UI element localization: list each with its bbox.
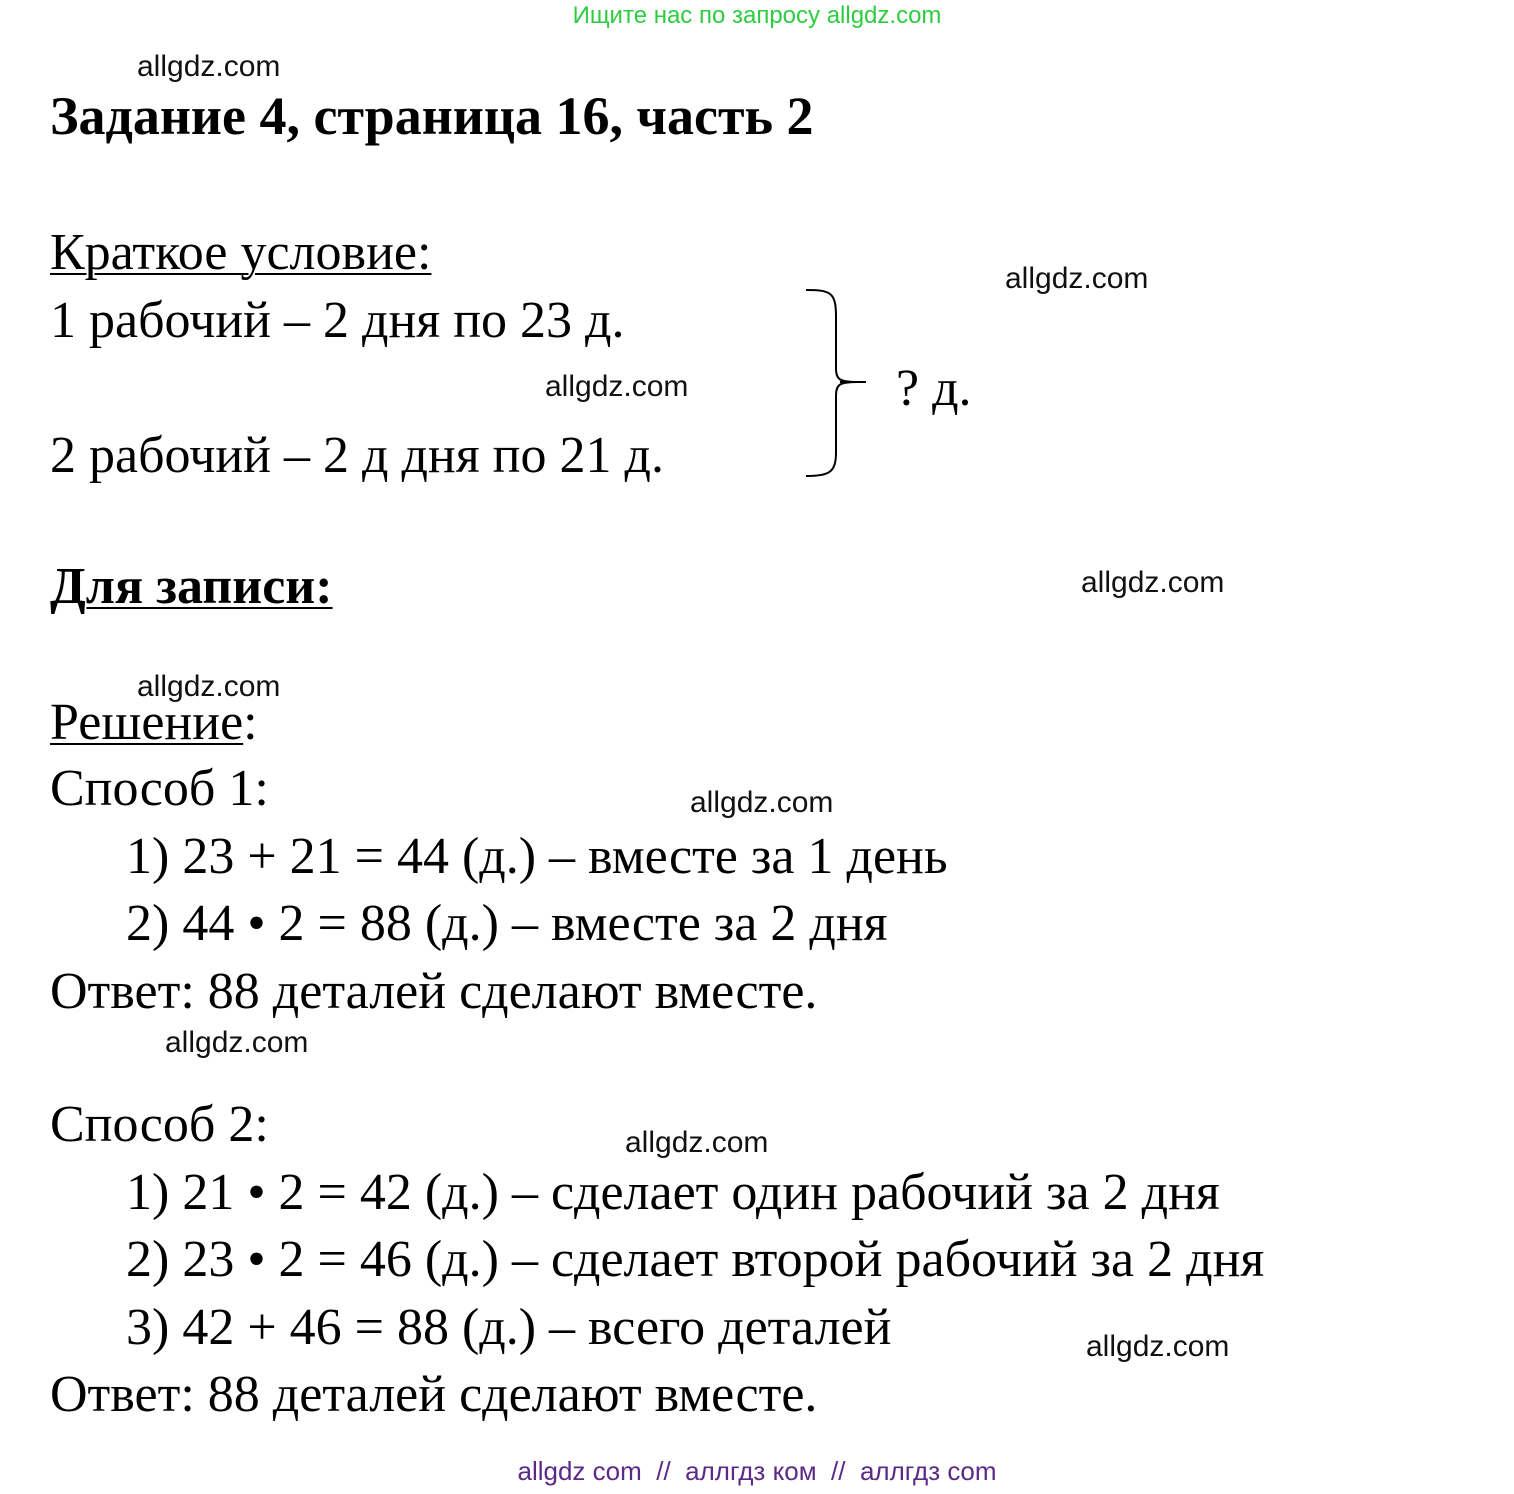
method-1-label: Способ 1:: [50, 760, 269, 817]
method-1-answer: Ответ: 88 деталей сделают вместе.: [50, 963, 818, 1020]
search-banner: Ищите нас по запросу allgdz.com: [572, 2, 942, 29]
watermark: allgdz.com: [545, 370, 689, 403]
page-title: Задание 4, страница 16, часть 2: [50, 86, 814, 146]
solution-heading-colon: :: [243, 694, 258, 751]
watermark: allgdz.com: [1081, 566, 1225, 599]
curly-brace-icon: [800, 286, 880, 486]
method-1-step-2: 2) 44 • 2 = 88 (д.) – вместе за 2 дня: [126, 895, 888, 952]
record-heading: Для записи:: [50, 558, 333, 615]
solution-heading: [50, 692, 258, 754]
watermark: allgdz.com: [1005, 262, 1149, 295]
method-2-step-2: 2) 23 • 2 = 46 (д.) – сделает второй рабочий за 2 дня: [126, 1231, 1265, 1288]
method-2-step-1: 1) 21 • 2 = 42 (д.) – сделает один рабочий за 2 дня: [126, 1164, 1220, 1221]
condition-question: ? д.: [896, 360, 972, 417]
method-1-step-1: 1) 23 + 21 = 44 (д.) – вместе за 1 день: [126, 828, 948, 885]
method-2-step-3: 3) 42 + 46 = 88 (д.) – всего деталей: [126, 1299, 892, 1356]
condition-line-2: 2 рабочий – 2 д дня по 21 д.: [50, 427, 664, 484]
watermark: allgdz.com: [690, 786, 834, 819]
condition-line-1: 1 рабочий – 2 дня по 23 д.: [50, 292, 625, 349]
watermark: allgdz.com: [165, 1026, 309, 1059]
short-condition-heading: Краткое условие:: [50, 224, 432, 281]
footer-links: [0, 1456, 1514, 1487]
footer-part: аллгдз ком: [685, 1456, 817, 1486]
footer-separator: //: [656, 1456, 671, 1486]
footer-separator: //: [831, 1456, 846, 1486]
watermark: allgdz.com: [625, 1126, 769, 1159]
watermark: allgdz.com: [1086, 1330, 1230, 1363]
method-2-answer: Ответ: 88 деталей сделают вместе.: [50, 1366, 818, 1423]
watermark: allgdz.com: [137, 50, 281, 83]
method-2-label: Способ 2:: [50, 1096, 269, 1153]
solution-heading-text: Решение: [50, 694, 244, 751]
footer-part: allgdz com: [517, 1456, 642, 1486]
footer-part: аллгдз com: [859, 1456, 997, 1486]
watermark: allgdz.com: [137, 670, 281, 703]
